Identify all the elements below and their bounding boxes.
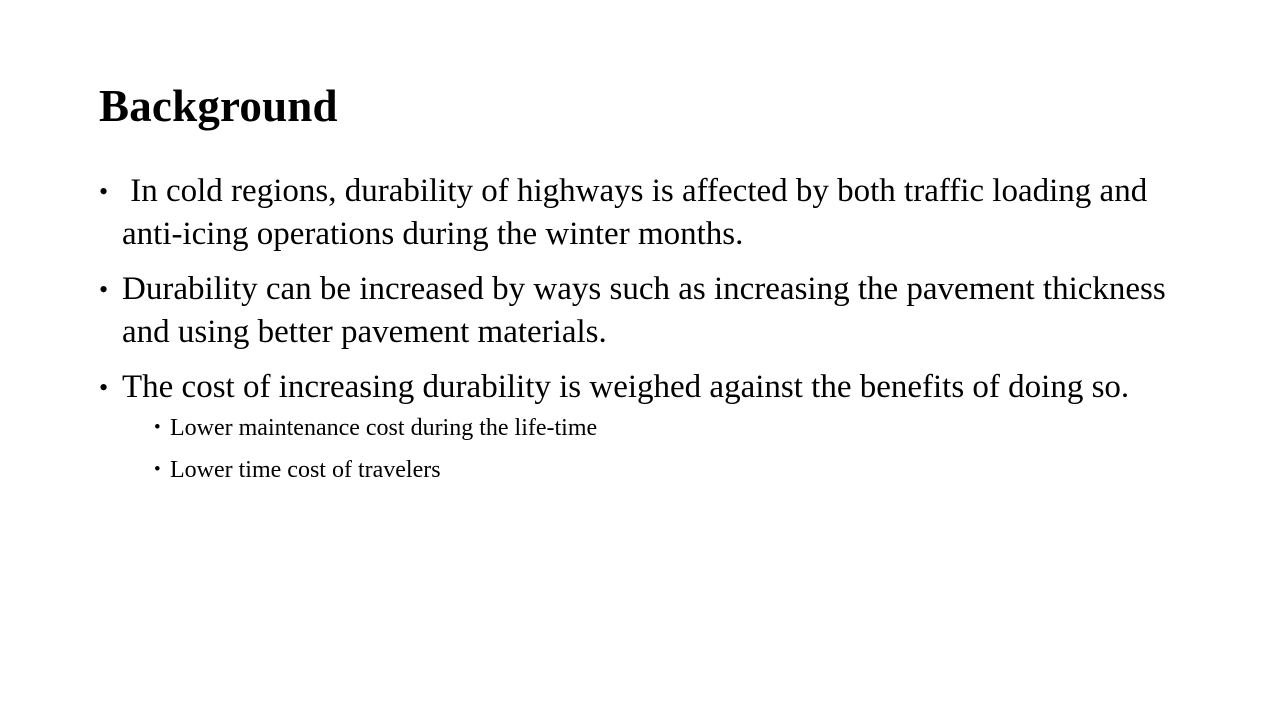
slide-content [99, 170, 1179, 485]
bullet-marker: • [99, 177, 109, 206]
sub-bullet-marker: • [154, 417, 161, 438]
bullet-marker: • [99, 275, 109, 304]
bullet-item [99, 268, 1179, 354]
bullet-text: Durability can be increased by ways such as increasing the pavement thickness and using better pavement materials. [122, 271, 1166, 350]
sub-bullet-text: Lower maintenance cost during the life-time [170, 415, 598, 441]
sub-bullet-text: Lower time cost of travelers [170, 457, 441, 483]
bullet-item [99, 366, 1179, 485]
sub-bullet-item [122, 455, 1179, 485]
bullet-list [99, 170, 1179, 485]
sub-bullet-marker: • [154, 459, 161, 480]
sub-bullet-item [122, 413, 1179, 443]
slide-title: Background [99, 81, 338, 131]
bullet-marker: • [99, 373, 109, 402]
bullet-item [99, 170, 1179, 256]
bullet-text: In cold regions, durability of highways is affected by both traffic loading and anti-icing operations during the winter months. [122, 173, 1156, 252]
bullet-text: The cost of increasing durability is weighed against the benefits of doing so. [122, 369, 1130, 405]
sub-bullet-list [122, 413, 1179, 485]
